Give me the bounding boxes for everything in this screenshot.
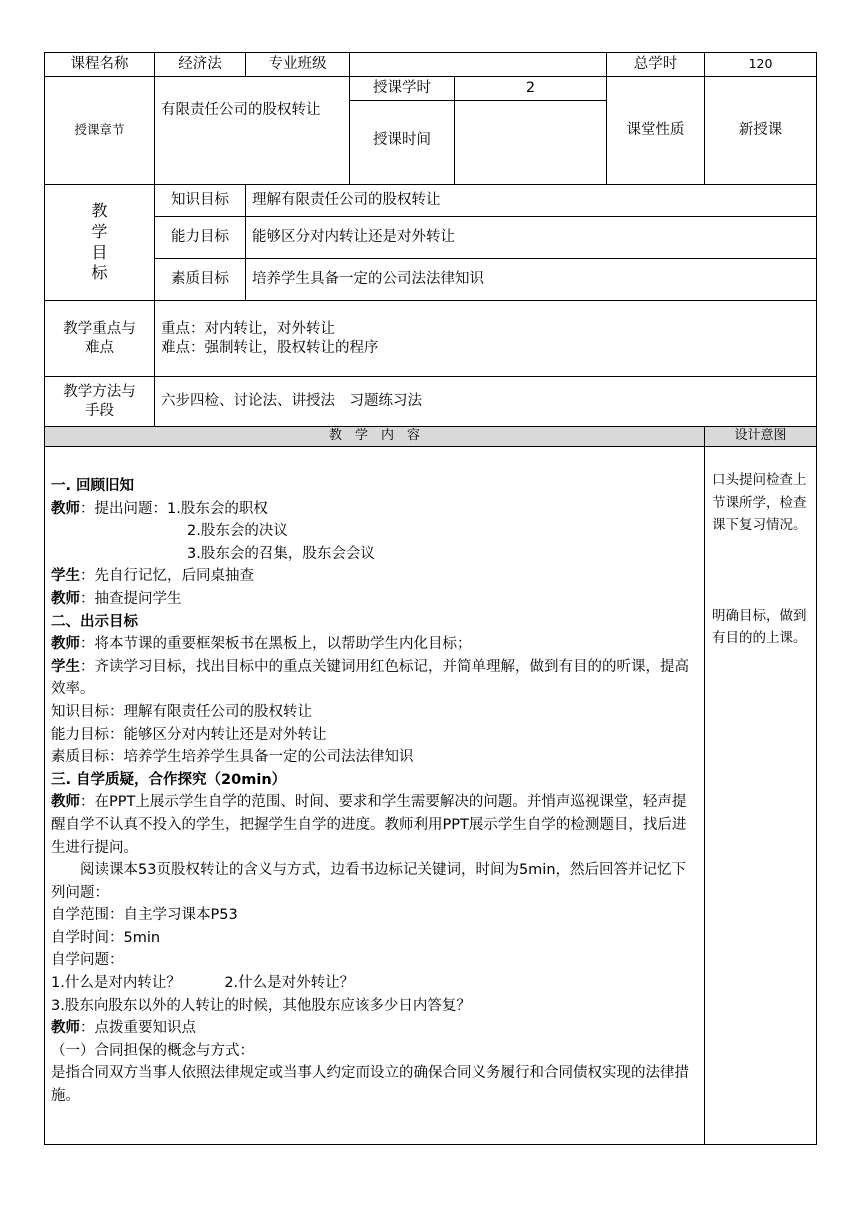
methods-label-line: 教学方法与 [63,383,136,400]
lesson-hours-label: 授课学时 [350,77,455,101]
role-label: 学生 [51,658,80,675]
content-line: 能力目标：能够区分对内转让还是对外转让 [51,726,327,743]
content-line: 3.股东向股东以外的人转让的时候，其他股东应该多少日内答复？ [51,997,471,1014]
objectives-label-char: 教 [91,200,108,220]
key-points-label [45,301,155,377]
methods-label [45,377,155,427]
content-text: ：在PPT上展示学生自学的范围、时间、要求和学生需要解决的问题。并悄声巡视课堂，轻声提醒自学不认真不投入的学生，把握学生自学的进度。教师利用PPT展示学生自学的检测题目，找后进生进行提问。 [51,794,687,856]
content-line: 阅读课本53页股权转让的含义与方式，边看书边标记关键词，时间为5min，然后回答并记忆下列问题： [51,862,687,901]
role-label: 教师 [51,500,80,517]
section-review-title: 一. 回顾旧知 [51,478,135,494]
lesson-time-label: 授课时间 [350,101,455,185]
content-line [51,633,698,656]
teaching-content [45,447,705,1145]
role-label: 学生 [51,568,80,585]
lesson-plan-table [44,52,817,1145]
lesson-time [455,101,607,185]
content-line: 自学范围：自主学习课本P53 [51,907,238,924]
knowledge-objective: 理解有限责任公司的股权转让 [246,185,817,217]
quality-objective: 培养学生具备一定的公司法法律知识 [246,259,817,301]
class-nature-label: 课堂性质 [607,77,705,185]
difficult-point: 难点：强制转让，股权转让的程序 [161,339,379,356]
chapter-title: 有限责任公司的股权转让 [155,77,350,185]
objectives-label [45,185,155,301]
content-line: 2.股东会的决议 [187,523,288,540]
content-line: 1.什么是对内转让？ 2.什么是对外转让？ [51,975,355,992]
objectives-label-char: 学 [91,221,108,241]
chapter-label: 授课章节 [45,77,155,185]
design-header: 设计意图 [705,427,817,447]
objectives-label-char: 目 [91,242,108,262]
key-points-label-line: 教学重点与 [63,320,136,337]
content-line: 3.股东会的召集，股东会会议 [187,545,375,562]
content-text: ：齐读学习目标，找出目标中的重点关键词用红色标记，并简单理解，做到有目的的听课，提高效率。 [51,658,689,698]
content-line: 素质目标：培养学生培养学生具备一定的公司法法律知识 [51,749,414,766]
section-selfstudy-title: 三. 自学质疑，合作探究（20min） [51,771,287,788]
ability-objective-label: 能力目标 [155,217,246,259]
total-hours: 120 [705,53,817,77]
content-line: 知识目标：理解有限责任公司的股权转让 [51,703,312,720]
section-goals-title: 二、出示目标 [51,613,138,630]
content-line: 自学问题： [51,952,124,969]
lesson-hours: 2 [455,77,607,101]
design-note: 明确目标，做到有目的的上课。 [712,607,807,646]
methods-label-line: 手段 [85,402,114,419]
content-line [51,1017,698,1040]
content-line [51,565,698,588]
design-note: 口头提问检查上节课所学，检查课下复习情况。 [712,472,807,533]
role-label: 教师 [51,590,80,607]
key-points [155,301,817,377]
role-label: 教师 [51,1020,80,1037]
content-text: ：抽查提问学生 [80,590,182,607]
content-header: 教 学 内 容 [45,427,705,447]
course-name: 经济法 [155,53,246,77]
content-line: 是指合同双方当事人依照法律规定或当事人约定而设立的确保合同义务履行和合同债权实现的法律措施。 [51,1065,689,1105]
objectives-label-char: 标 [91,263,108,283]
class-nature: 新授课 [705,77,817,185]
quality-objective-label: 素质目标 [155,259,246,301]
role-label: 教师 [51,794,80,811]
content-text: ：将本节课的重要框架板书在黑板上，以帮助学生内化目标； [80,636,472,653]
content-text: ：点拨重要知识点 [80,1020,196,1037]
role-label: 教师 [51,636,80,653]
content-line [51,498,698,521]
knowledge-objective-label: 知识目标 [155,185,246,217]
spacer [712,537,810,605]
ability-objective: 能够区分对内转让还是对外转让 [246,217,817,259]
content-line: 自学时间：5min [51,929,161,946]
content-line [51,588,698,611]
total-hours-label: 总学时 [607,53,705,77]
content-text: ：先自行记忆，后同桌抽查 [80,568,254,585]
course-name-label: 课程名称 [45,53,155,77]
major-class [350,53,607,77]
methods: 六步四检、讨论法、讲授法 习题练习法 [155,377,817,427]
design-notes [705,447,817,1145]
key-points-label-line: 难点 [85,339,114,356]
content-text: ：提出问题：1.股东会的职权 [80,500,268,517]
major-class-label: 专业班级 [246,53,350,77]
content-line [51,656,698,701]
key-point: 重点：对内转让，对外转让 [161,320,335,337]
content-line [51,791,698,859]
content-line: （一）合同担保的概念与方式： [51,1042,254,1059]
